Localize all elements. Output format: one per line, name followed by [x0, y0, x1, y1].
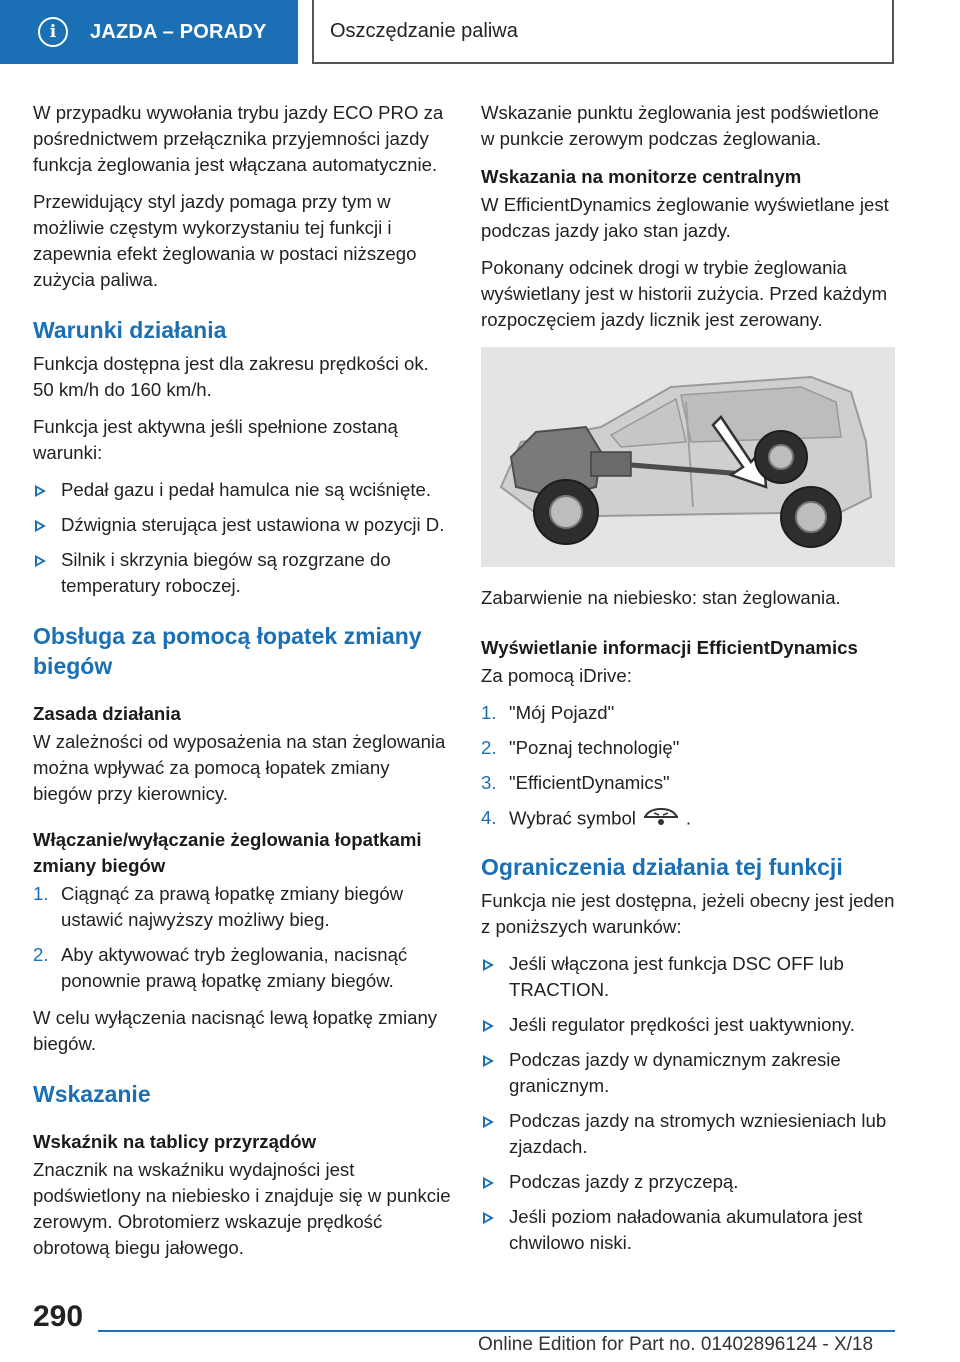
list-item-text: Podczas jazdy na stromych wzniesieniach lub zjazdach.: [509, 1110, 887, 1157]
bullet-triangle-icon: [483, 959, 494, 971]
edition-note: Online Edition for Part no. 01402896124 - X/18: [478, 1334, 874, 1355]
list-item-text: Dźwignia sterująca jest ustawiona w pozycji D.: [61, 514, 445, 535]
list-item-text: Wybrać symbol: [509, 807, 636, 829]
list-item: [481, 1169, 895, 1195]
bullet-triangle-icon: [483, 1116, 494, 1128]
list-item: [481, 1047, 895, 1099]
list-item: [481, 1204, 895, 1256]
list-item: [481, 951, 895, 1003]
list-item-text: Podczas jazdy z przyczepą.: [509, 1171, 739, 1192]
list-item-text: Podczas jazdy w dynamicznym zakresie granicznym.: [509, 1049, 841, 1096]
list-item-text: Ciągnąć za prawą łopatkę zmiany biegów ustawić najwyższy możliwy bieg.: [61, 883, 404, 930]
list-item-text: Jeśli włączona jest funkcja DSC OFF lub TRACTION.: [509, 953, 844, 1000]
paragraph: Pokonany odcinek drogi w trybie żeglowania wyświetlany jest w historii zużycia. Przed każdym rozpoczęciem jazdy licznik jest zerowany.: [481, 257, 888, 330]
heading-wskazanie: Wskazanie: [33, 1081, 151, 1107]
paragraph: Funkcja dostępna jest dla zakresu prędkości ok. 50 km/h do 160 km/h.: [33, 353, 429, 400]
car-drivetrain-image: [481, 347, 895, 567]
conditions-list: [33, 477, 451, 599]
subheading-zasada: Zasada działania: [33, 703, 181, 724]
step-number: 3.: [481, 772, 497, 793]
car-coasting-icon: [642, 805, 680, 834]
menu-path-text: "Poznaj technologię": [509, 737, 680, 758]
list-item-text: Aby aktywować tryb żeglowania, nacisnąć ponownie prawą łopatkę zmiany biegów.: [61, 944, 408, 991]
list-item: [33, 881, 451, 933]
paragraph: Funkcja nie jest dostępna, jeżeli obecny jest jeden z poniższych warunków:: [481, 890, 895, 937]
menu-path-text: "Mój Pojazd": [509, 702, 615, 723]
list-item: [481, 700, 895, 726]
subheading-wskaznik: Wskaźnik na tablicy przyrządów: [33, 1131, 317, 1152]
heading-obsluga: Obsługa za pomocą łopatek zmiany biegów: [33, 623, 422, 679]
list-item: [33, 547, 451, 599]
bullet-triangle-icon: [35, 555, 46, 567]
paragraph: Znacznik na wskaźniku wydajności jest podświetlony na niebiesko i znajduje się w punkcie zerowym. Obrotomierz wskazuje prędkość obrotową biegu jałowego.: [33, 1159, 451, 1258]
footer-divider: [98, 1330, 895, 1332]
list-item-suffix: .: [685, 807, 692, 829]
list-item: [481, 735, 895, 761]
heading-ograniczenia: Ograniczenia działania tej funkcji: [481, 854, 843, 880]
subheading-wlaczanie: Włączanie/wyłączanie żeglowania łopatkami zmiany biegów: [33, 829, 422, 876]
menu-path-text: "EfficientDynamics": [509, 772, 670, 793]
step-number: 2.: [481, 737, 497, 758]
paragraph: W celu wyłączenia nacisnąć lewą łopatkę zmiany biegów.: [33, 1007, 438, 1054]
step-number: 1.: [33, 883, 49, 904]
steps-list: [33, 881, 451, 994]
bullet-triangle-icon: [483, 1177, 494, 1189]
list-item: [33, 512, 451, 538]
list-item-text: Jeśli regulator prędkości jest uaktywniony.: [509, 1014, 855, 1035]
list-item: [481, 805, 895, 834]
right-column: [481, 100, 895, 1267]
heading-warunki: Warunki działania: [33, 317, 227, 343]
list-item-text: Silnik i skrzynia biegów są rozgrzane do temperatury roboczej.: [61, 549, 391, 596]
section-label: JAZDA – PORADY: [90, 20, 267, 43]
paragraph: Przewidujący styl jazdy pomaga przy tym w możliwie częstym wykorzystaniu tej funkcji i zapewnia efekt żeglowania w postaci niższego zużycia paliwa.: [33, 191, 417, 290]
left-column: [33, 100, 451, 1272]
step-number: 2.: [33, 944, 49, 965]
paragraph: W przypadku wywołania trybu jazdy ECO PRO za pośrednictwem przełącznika przyjemności jazdy funkcja żeglowania jest włączana automatycznie.: [33, 102, 444, 175]
paragraph: Wskazanie punktu żeglowania jest podświetlone w punkcie zerowym podczas żeglowania.: [481, 102, 879, 149]
limitations-list: [481, 951, 895, 1256]
idrive-steps-list: [481, 700, 895, 834]
bullet-triangle-icon: [483, 1020, 494, 1032]
bullet-triangle-icon: [483, 1212, 494, 1224]
step-number: 4.: [481, 807, 497, 828]
subheading-wyswietlanie: Wyświetlanie informacji EfficientDynamics: [481, 637, 858, 658]
list-item-text: Pedał gazu i pedał hamulca nie są wciśnięte.: [61, 479, 432, 500]
chapter-title-box: [312, 0, 894, 64]
step-number: 1.: [481, 702, 497, 723]
figure-caption: Zabarwienie na niebiesko: stan żeglowania.: [481, 587, 841, 608]
car-drivetrain-illustration: [481, 347, 895, 567]
paragraph: Za pomocą iDrive:: [481, 665, 632, 686]
section-tab[interactable]: [0, 0, 298, 64]
bullet-triangle-icon: [35, 485, 46, 497]
bullet-triangle-icon: [35, 520, 46, 532]
list-item: [481, 1012, 895, 1038]
chapter-title: Oszczędzanie paliwa: [330, 19, 518, 42]
list-item-text: Jeśli poziom naładowania akumulatora jest chwilowo niski.: [509, 1206, 863, 1253]
page-number: 290: [33, 1300, 84, 1333]
paragraph: W zależności od wyposażenia na stan żeglowania można wpływać za pomocą łopatek zmiany biegów przy kierownicy.: [33, 731, 446, 804]
info-icon: i: [38, 17, 68, 47]
paragraph: Funkcja jest aktywna jeśli spełnione zostaną warunki:: [33, 416, 398, 463]
list-item: [481, 1108, 895, 1160]
bullet-triangle-icon: [483, 1055, 494, 1067]
paragraph: W EfficientDynamics żeglowanie wyświetlane jest podczas jazdy jako stan jazdy.: [481, 194, 889, 241]
list-item: [33, 477, 451, 503]
list-item: [33, 942, 451, 994]
subheading-monitor: Wskazania na monitorze centralnym: [481, 166, 802, 187]
list-item: [481, 770, 895, 796]
